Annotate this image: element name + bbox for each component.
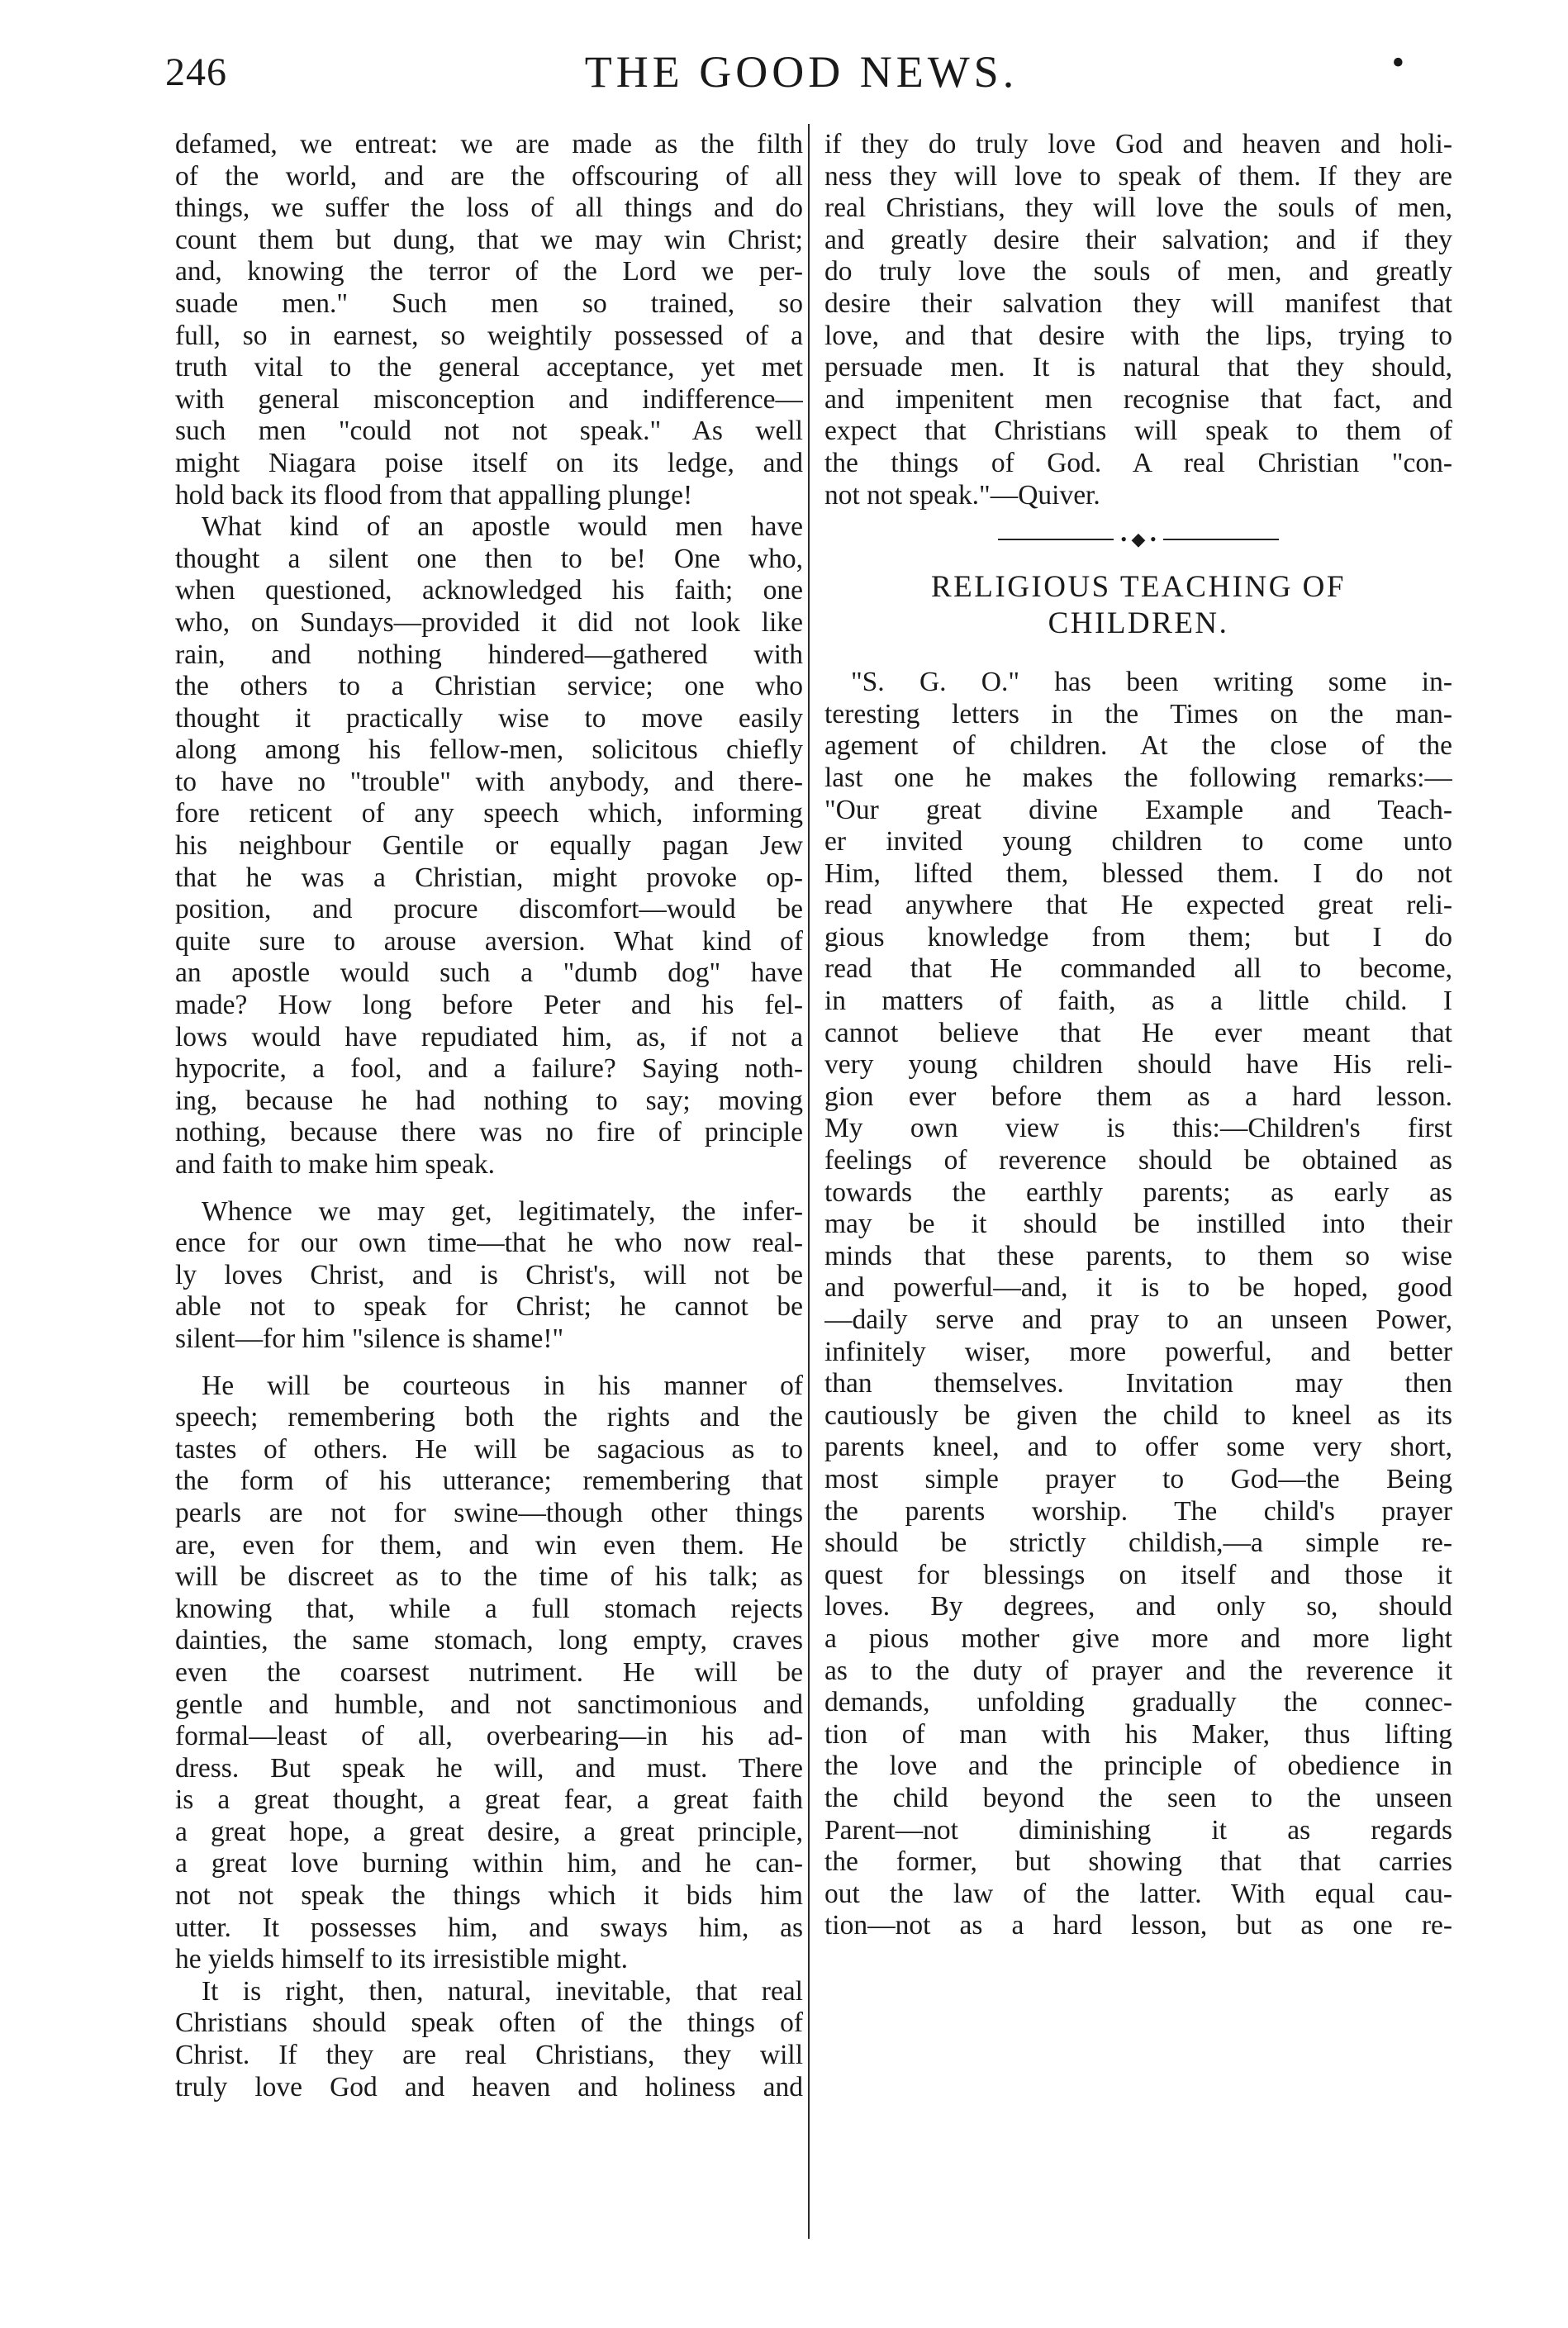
text-line: and greatly desire their salvation; and if they (824, 224, 1452, 255)
text-line: the others to a Christian service; one who (175, 671, 803, 702)
text-line: as to the duty of prayer and the reverence it (824, 1655, 1452, 1686)
text-line: persuade men. It is natural that they should, (824, 352, 1452, 383)
text-line: My own view is this:—Children's first (824, 1113, 1452, 1144)
section-title-line: CHILDREN. (1048, 606, 1229, 641)
text-line: infinitely wiser, more powerful, and better (824, 1336, 1452, 1367)
text-line: truly love God and heaven and holiness and (175, 2071, 803, 2102)
text-line: —daily serve and pray to an unseen Power, (824, 1304, 1452, 1335)
text-line: tion—not as a hard lesson, but as one re- (824, 1910, 1452, 1941)
text-line: nothing, because there was no fire of principle (175, 1117, 803, 1148)
text-line: quest for blessings on itself and those it (824, 1559, 1452, 1590)
text-line: expect that Christians will speak to them of (824, 416, 1452, 447)
text-line: last one he makes the following remarks:— (824, 762, 1452, 793)
text-line: What kind of an apostle would men have (202, 511, 803, 543)
text-line: things, we suffer the loss of all things and do (175, 192, 803, 224)
text-line: ness they will love to speak of them. If they are (824, 160, 1452, 192)
text-line: utter. It possesses him, and sways him, as (175, 1912, 803, 1943)
text-line: most simple prayer to God—the Being (824, 1463, 1452, 1494)
text-line: minds that these parents, to them so wise (824, 1240, 1452, 1271)
text-line: full, so in earnest, so weightily possessed of a (175, 320, 803, 351)
section-divider: • ◆ • (824, 523, 1452, 556)
text-line: loves. By degrees, and only so, should (824, 1591, 1452, 1622)
text-line: defamed, we entreat: we are made as the filth (175, 129, 803, 159)
text-line: love, and that desire with the lips, trying to (824, 320, 1452, 351)
text-line: a great love burning within him, and he can- (175, 1848, 803, 1879)
text-line: He will be courteous in his manner of (202, 1370, 803, 1401)
text-line: formal—least of all, overbearing—in his ad- (175, 1721, 803, 1752)
page-number: 246 (165, 50, 227, 94)
text-line: is a great thought, a great fear, a great faith (175, 1784, 803, 1816)
text-line: dainties, the same stomach, long empty, craves (175, 1625, 803, 1656)
text-line: fore reticent of any speech which, informing (175, 798, 803, 829)
paragraph (175, 129, 803, 511)
text-line: are, even for them, and win even them. He (175, 1529, 803, 1561)
text-line: Whence we may get, legitimately, the infer- (202, 1195, 803, 1227)
text-line: teresting letters in the Times on the man- (824, 698, 1452, 729)
text-line: "S. G. O." has been writing some in- (851, 667, 1452, 698)
text-line: knowing that, while a full stomach rejects (175, 1593, 803, 1624)
text-line: that he was a Christian, might provoke op- (175, 862, 803, 893)
text-line: he yields himself to its irresistible might. (175, 1944, 629, 1975)
text-line: er invited young children to come unto (824, 826, 1452, 858)
text-line: ence for our own time—that he who now real- (175, 1228, 803, 1259)
text-line: not not speak the things which it bids him (175, 1880, 803, 1912)
text-line: in matters of faith, as a little child. I (824, 986, 1452, 1017)
text-line: suade men." Such men so trained, so (175, 287, 803, 319)
right-column (824, 129, 1452, 1942)
text-line: such men "could not not speak." As well (175, 416, 803, 447)
text-line: able not to speak for Christ; he cannot be (175, 1291, 803, 1323)
text-line: the things of God. A real Christian "con- (824, 447, 1452, 478)
text-line: position, and procure discomfort—would be (175, 894, 803, 925)
text-line: silent—for him "silence is shame!" (175, 1323, 564, 1354)
column-rule (808, 124, 810, 2239)
text-line: should be strictly childish,—a simple re- (824, 1527, 1452, 1559)
text-line: desire their salvation they will manifest that (824, 287, 1452, 319)
text-line: rain, and nothing hindered—gathered with (175, 639, 803, 670)
section-title-line: RELIGIOUS TEACHING OF (931, 570, 1346, 605)
text-line: gious knowledge from them; but I do (824, 921, 1452, 953)
text-line: gion ever before them as a hard lesson. (824, 1081, 1452, 1112)
text-line: Christ. If they are real Christians, they will (175, 2040, 803, 2071)
text-line: agement of children. At the close of the (824, 730, 1452, 762)
page-header (165, 40, 1437, 106)
text-line: gentle and humble, and not sanctimonious and (175, 1689, 803, 1720)
text-line: might Niagara poise itself on its ledge, and (175, 447, 803, 478)
text-line: not not speak."—Quiver. (824, 479, 1100, 511)
section-title (824, 569, 1452, 642)
paragraph (175, 1976, 803, 2103)
text-line: thought it practically wise to move easily (175, 702, 803, 734)
text-line: "Our great divine Example and Teach- (824, 794, 1452, 825)
text-line: dress. But speak he will, and must. There (175, 1752, 803, 1784)
text-line: real Christians, they will love the souls of men, (824, 192, 1452, 224)
text-line: even the coarsest nutriment. He will be (175, 1656, 803, 1688)
text-line: the love and the principle of obedience in (824, 1751, 1452, 1782)
text-line: who, on Sundays—provided it did not look like (175, 606, 803, 638)
text-line: truth vital to the general acceptance, yet met (175, 352, 803, 383)
text-line: the form of his utterance; remembering that (175, 1466, 803, 1497)
text-line: the child beyond the seen to the unseen (824, 1782, 1452, 1813)
text-line: along among his fellow-men, solicitous chiefly (175, 734, 803, 766)
text-line: his neighbour Gentile or equally pagan Jew (175, 830, 803, 862)
header-mark: • (1391, 42, 1404, 83)
text-line: hypocrite, a fool, and a failure? Saying noth- (175, 1053, 803, 1085)
text-line: parents kneel, and to offer some very short, (824, 1432, 1452, 1463)
text-line: a great hope, a great desire, a great principle, (175, 1816, 803, 1847)
text-line: if they do truly love God and heaven and holi- (824, 129, 1452, 159)
text-line: do truly love the souls of men, and greatly (824, 256, 1452, 287)
text-line: and, knowing the terror of the Lord we per- (175, 256, 803, 287)
running-title: THE GOOD NEWS. (584, 47, 1019, 97)
paragraph (824, 129, 1452, 511)
text-line: than themselves. Invitation may then (824, 1368, 1452, 1399)
text-line: lows would have repudiated him, as, if not a (175, 1021, 803, 1052)
text-line: made? How long before Peter and his fel- (175, 990, 803, 1021)
text-line: when questioned, acknowledged his faith; one (175, 575, 803, 606)
text-line: quite sure to arouse aversion. What kind of (175, 925, 803, 957)
paragraph (175, 1196, 803, 1356)
text-line: the former, but showing that that carries (824, 1846, 1452, 1878)
text-line: cautiously be given the child to kneel as its (824, 1399, 1452, 1431)
text-line: the parents worship. The child's prayer (824, 1495, 1452, 1527)
text-line: feelings of reverence should be obtained as (824, 1145, 1452, 1176)
text-line: with general misconception and indifference— (175, 383, 803, 415)
text-line: thought a silent one then to be! One who, (175, 543, 803, 574)
text-line: ing, because he had nothing to say; moving (175, 1085, 803, 1116)
text-line: to have no "trouble" with anybody, and there- (175, 766, 803, 797)
paragraph (175, 511, 803, 1181)
text-line: read that He commanded all to become, (824, 953, 1452, 985)
text-line: out the law of the latter. With equal cau- (824, 1878, 1452, 1909)
text-line: demands, unfolding gradually the connec- (824, 1687, 1452, 1718)
text-line: towards the earthly parents; as early as (824, 1176, 1452, 1208)
text-line: and faith to make him speak. (175, 1149, 496, 1180)
text-line: count them but dung, that we may win Christ; (175, 224, 803, 255)
text-line: speech; remembering both the rights and the (175, 1402, 803, 1433)
text-line: tastes of others. He will be sagacious as to (175, 1433, 803, 1465)
paragraph (175, 1371, 803, 1976)
text-line: Christians should speak often of the things of (175, 2007, 803, 2039)
text-line: cannot believe that He ever meant that (824, 1017, 1452, 1048)
text-line: very young children should have His reli- (824, 1049, 1452, 1081)
text-line: an apostle would such a "dumb dog" have (175, 957, 803, 989)
text-line: It is right, then, natural, inevitable, that real (202, 1975, 803, 2007)
text-line: and powerful—and, it is to be hoped, good (824, 1272, 1452, 1304)
text-line: ly loves Christ, and is Christ's, will not be (175, 1259, 803, 1290)
paragraph (824, 667, 1452, 1942)
text-line: of the world, and are the offscouring of all (175, 160, 803, 192)
text-line: tion of man with his Maker, thus lifting (824, 1718, 1452, 1750)
text-line: Him, lifted them, blessed them. I do not (824, 858, 1452, 889)
left-column (175, 129, 803, 2103)
text-line: may be it should be instilled into their (824, 1209, 1452, 1240)
text-line: a pious mother give more and more light (824, 1622, 1452, 1654)
text-line: Parent—not diminishing it as regards (824, 1814, 1452, 1846)
text-line: and impenitent men recognise that fact, and (824, 383, 1452, 415)
text-line: will be discreet as to the time of his talk; as (175, 1561, 803, 1593)
text-line: pearls are not for swine—though other things (175, 1497, 803, 1528)
text-line: hold back its flood from that appalling plunge! (175, 479, 693, 511)
text-line: read anywhere that He expected great reli- (824, 890, 1452, 921)
